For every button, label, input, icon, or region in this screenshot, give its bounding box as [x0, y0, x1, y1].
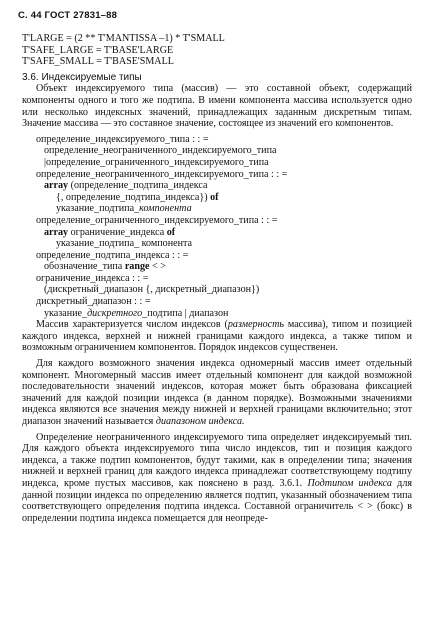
syntax-line: указание_подтипа_компонента: [56, 203, 192, 215]
term-index-range: диапазоном индекса.: [155, 416, 245, 427]
syntax-line: определение_ограниченного_индексируемого_типа : : =: [36, 214, 278, 226]
page-content: [22, 33, 412, 524]
syntax-line: определение_неограниченного_индексируемого_типа : : =: [36, 168, 288, 180]
keyword-array: array: [44, 226, 69, 238]
formula-safe-small: T'SAFE_SMALL = T'BASE'SMALL: [22, 56, 174, 68]
syntax-line: |определение_ограниченного_индексируемого_типа: [44, 156, 269, 168]
intro-paragraph: Объект индексируемого типа (массив) — это составной объект, содержащий компоненты одного и того же подтипа. В имени компонента массива используется одно или несколько индексных значений, принадлежащих заданным дискретным типам. Значение массива — это составное значение, состоящее из значений его компонентов.: [22, 83, 412, 130]
keyword-array: array: [44, 180, 69, 192]
formula-large: T'LARGE = (2 ** T'MANTISSA –1) * T'SMALL: [22, 33, 225, 44]
page-header: С. 44 ГОСТ 27831–88: [18, 10, 118, 21]
section-title: Индексируемые типы: [41, 71, 142, 83]
keyword-of: of: [166, 226, 176, 238]
syntax-line: array ограничение_индекса of: [44, 226, 176, 238]
term-index-subtype: Подтипом индекса: [307, 477, 392, 489]
syntax-line: обозначение_типа range < >: [44, 261, 166, 273]
syntax-line: array (определение_подтипа_индекса: [44, 180, 208, 192]
syntax-line: определение_неограниченного_индексируемого_типа: [44, 145, 277, 157]
syntax-line: определение_подтипа_индекса : : =: [36, 249, 189, 261]
formula-safe-large: T'SAFE_LARGE = T'BASE'LARGE: [22, 44, 174, 56]
term-dimension: размерность: [227, 319, 285, 331]
keyword-of: of: [207, 191, 219, 203]
dimension-paragraph: Массив характеризуется числом индексов (размерность массива), типом и позицией каждого индекса, верхней и нижней границами каждого индекса, а также типом и возможным ограничением компонентов. Порядок индексов существенен.: [22, 319, 412, 354]
components-paragraph: Для каждого возможного значения индекса одномерный массив имеет отдельный компонент. Многомерный массив имеет отдельный компонент для каждой возможной последовательности значений индексов, которая может быть образована фиксацией значений для каждой позиции индекса (в данном порядке). Возможными значениями индекса являются все значения между нижней и верхней границами включительно; этот диапазон значений называется диапазоном индекса.: [22, 358, 412, 427]
syntax-line: указание_дискретного_подтипа | диапазон: [44, 307, 229, 319]
section-number: 3.6.: [22, 71, 39, 83]
syntax-line: {, определение_подтипа_индекса}) of: [56, 191, 219, 203]
syntax-line: (дискретный_диапазон {, дискретный_диапазон}): [44, 284, 260, 296]
syntax-line: указание_подтипа_ компонента: [56, 238, 193, 250]
unconstrained-paragraph: Определение неограниченного индексируемого типа определяет индексируемый тип. Для каждого объекта индексируемого типа число индексов, тип и позиция каждого индекса, а также подтип компонентов, будут такими, как в определении типа; значения нижней и верхней границ для каждого индекса принадлежат соответствующему подтипу индекса, кроме пустых массивов, как пояснено в разд. 3.6.1. Подтипом индекса для данной позиции индекса по определению является подтип, указанный обозначением типа соответствующего определения подтипа индекса. Составной ограничитель < > (бокс) в определении подтипа индекса помещается для неопреде-: [22, 431, 412, 524]
syntax-line: дискретный_диапазон : : =: [36, 296, 151, 308]
syntax-line: определение_индексируемого_типа : : =: [36, 133, 209, 145]
section-heading: [22, 72, 412, 84]
syntax-line: ограничение_индекса : : =: [36, 272, 149, 284]
keyword-range: range: [124, 261, 150, 273]
